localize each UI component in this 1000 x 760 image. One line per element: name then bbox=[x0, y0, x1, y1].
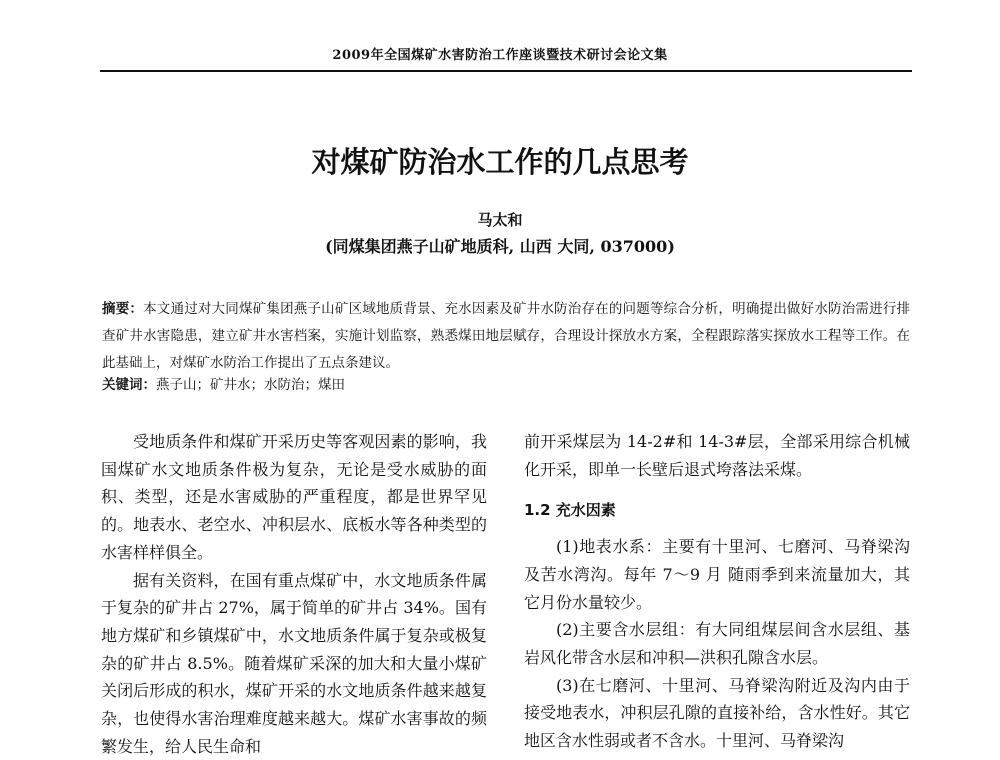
keywords-text: 燕子山；矿井水；水防治；煤田 bbox=[156, 377, 345, 393]
author-name: 马太和 bbox=[477, 211, 523, 229]
header-rule bbox=[100, 70, 912, 72]
paragraph: 据有关资料，在国有重点煤矿中，水文地质条件属于复杂的矿井占 27%，属于简单的矿井占 34%。国有地方煤矿和乡镇煤矿中，水文地质条件属于复杂或极复杂的矿井占 8.5%。随着煤矿采深的加大和大量小煤矿关闭后形成的积水，煤矿开采的水文地质条件越来越复杂，也使得水害治理难度越来越大。煤矿水害事故的频繁发生，给人民生命和 bbox=[101, 570, 487, 756]
paragraph: (1)地表水系：主要有十里河、七磨河、马脊梁沟及苦水湾沟。每年 7～9 月 随雨季到来流量加大，其它月份水量较少。 bbox=[524, 537, 910, 612]
paragraph: 受地质条件和煤矿开采历史等客观因素的影响，我国煤矿水文地质条件极为复杂，无论是受水威胁的面积、类型，还是水害威胁的严重程度，都是世界罕见的。地表水、老空水、冲积层水、底板水等各种类型的水害样样俱全。 bbox=[101, 432, 487, 562]
paragraph: (3)在七磨河、十里河、马脊梁沟附近及沟内由于接受地表水，冲积层孔隙的直接补给，含水性好。其它地区含水性弱或者不含水。十里河、马脊梁沟 bbox=[524, 675, 910, 751]
author-affiliation: (同煤集团燕子山矿地质科, 山西 大同, 037000) bbox=[325, 237, 675, 256]
paper-title: 对煤矿防治水工作的几点思考 bbox=[311, 145, 689, 179]
abstract-label: 摘要： bbox=[102, 301, 144, 317]
keywords-label: 关键词： bbox=[102, 377, 156, 393]
keywords bbox=[102, 374, 910, 396]
section-heading: 1.2 充水因素 bbox=[524, 501, 616, 520]
paragraph: (2)主要含水层组：有大同组煤层间含水层组、基岩风化带含水层和冲积—洪积孔隙含水层。 bbox=[524, 620, 910, 667]
running-header: 2009年全国煤矿水害防治工作座谈暨技术研讨会论文集 bbox=[332, 48, 668, 63]
body-left-column bbox=[101, 428, 487, 760]
abstract-text: 本文通过对大同煤矿集团燕子山矿区域地质背景、充水因素及矿井水防治存在的问题等综合分析，明确提出做好水防治需进行排查矿井水害隐患，建立矿井水害档案，实施计划监察，熟悉煤田地层赋存，合理设计探放水方案，全程跟踪落实探放水工程等工作。在此基础上，对煤矿水防治工作提出了五点条建议。 bbox=[102, 301, 911, 371]
abstract bbox=[102, 296, 910, 377]
body-right-column bbox=[524, 428, 910, 755]
paragraph: 前开采煤层为 14-2#和 14-3#层，全部采用综合机械化开采，即单一长壁后退式垮落法采煤。 bbox=[524, 432, 910, 479]
